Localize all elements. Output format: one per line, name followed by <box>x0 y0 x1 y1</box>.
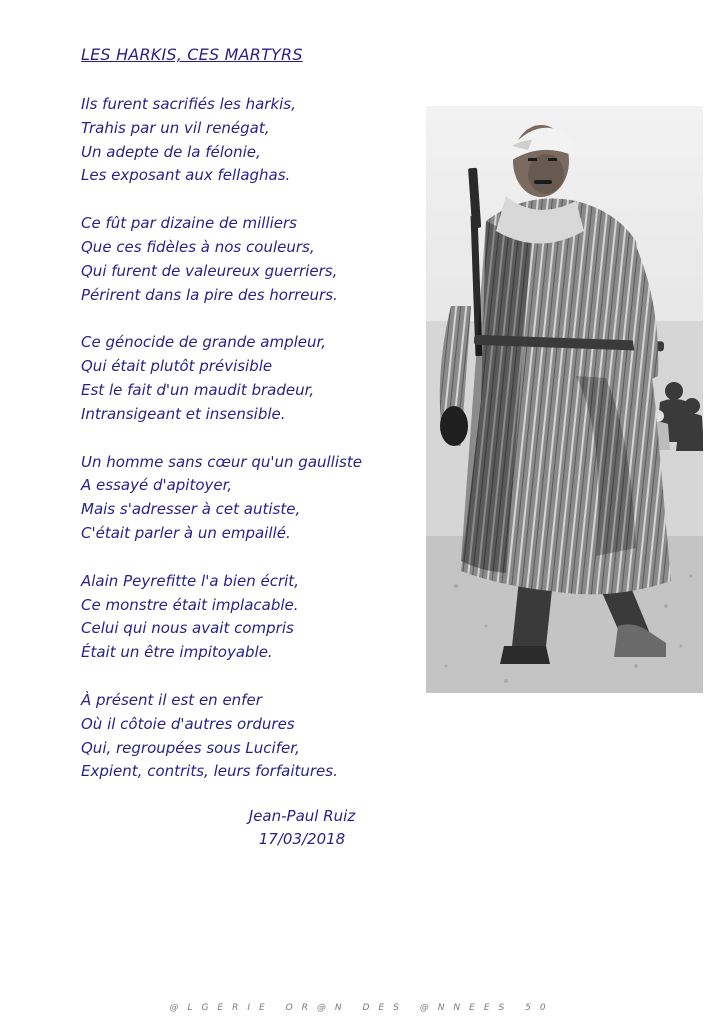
author-name: Jean-Paul Ruiz <box>248 807 356 825</box>
stanza <box>81 689 362 784</box>
poem-line: Expient, contrits, leurs forfaitures. <box>81 762 338 781</box>
poem-line: Était un être impitoyable. <box>81 643 273 662</box>
soldier-photo-illustration <box>426 106 703 693</box>
signature-block <box>222 805 382 851</box>
poem-line: Alain Peyrefitte l'a bien écrit, <box>81 571 299 590</box>
poem-title: LES HARKIS, CES MARTYRS <box>81 45 303 64</box>
footer-watermark: @LGERIE OR@N DES @NNEES 50 <box>169 1003 555 1013</box>
poem-line: Trahis par un vil renégat, <box>81 118 270 137</box>
poem-body <box>81 93 362 808</box>
stanza <box>81 93 362 188</box>
poem-line: Mais s'adresser à cet autiste, <box>81 500 301 519</box>
poem-line: Qui était plutôt prévisible <box>81 357 273 376</box>
poem-line: Intransigeant et insensible. <box>81 404 286 423</box>
poem-line: Où il côtoie d'autres ordures <box>81 714 295 733</box>
poem-line: Qui, regroupées sous Lucifer, <box>81 738 300 757</box>
poem-line: C'était parler à un empaillé. <box>81 523 291 542</box>
poem-line: Ce génocide de grande ampleur, <box>81 333 327 352</box>
stanza <box>81 331 362 426</box>
poem-line: Un adepte de la félonie, <box>81 142 261 161</box>
poem-line: Ce monstre était implacable. <box>81 595 299 614</box>
poem-line: Qui furent de valeureux guerriers, <box>81 261 338 280</box>
poem-line: Ce fût par dizaine de milliers <box>81 214 297 233</box>
stanza <box>81 212 362 307</box>
poem-date: 17/03/2018 <box>258 830 346 848</box>
poem-line: Les exposant aux fellaghas. <box>81 166 291 185</box>
poem-line: Que ces fidèles à nos couleurs, <box>81 237 315 256</box>
poem-line: Un homme sans cœur qu'un gaulliste <box>81 452 362 471</box>
poem-line: À présent il est en enfer <box>81 690 262 709</box>
poem-line: A essayé d'apitoyer, <box>81 476 233 495</box>
poem-line: Périrent dans la pire des horreurs. <box>81 285 338 304</box>
poem-line: Est le fait d'un maudit bradeur, <box>81 380 315 399</box>
poem-line: Ils furent sacrifiés les harkis, <box>81 95 296 113</box>
soldier-photo <box>426 106 703 693</box>
stanza <box>81 451 362 546</box>
stanza <box>81 570 362 665</box>
poem-line: Celui qui nous avait compris <box>81 619 294 638</box>
